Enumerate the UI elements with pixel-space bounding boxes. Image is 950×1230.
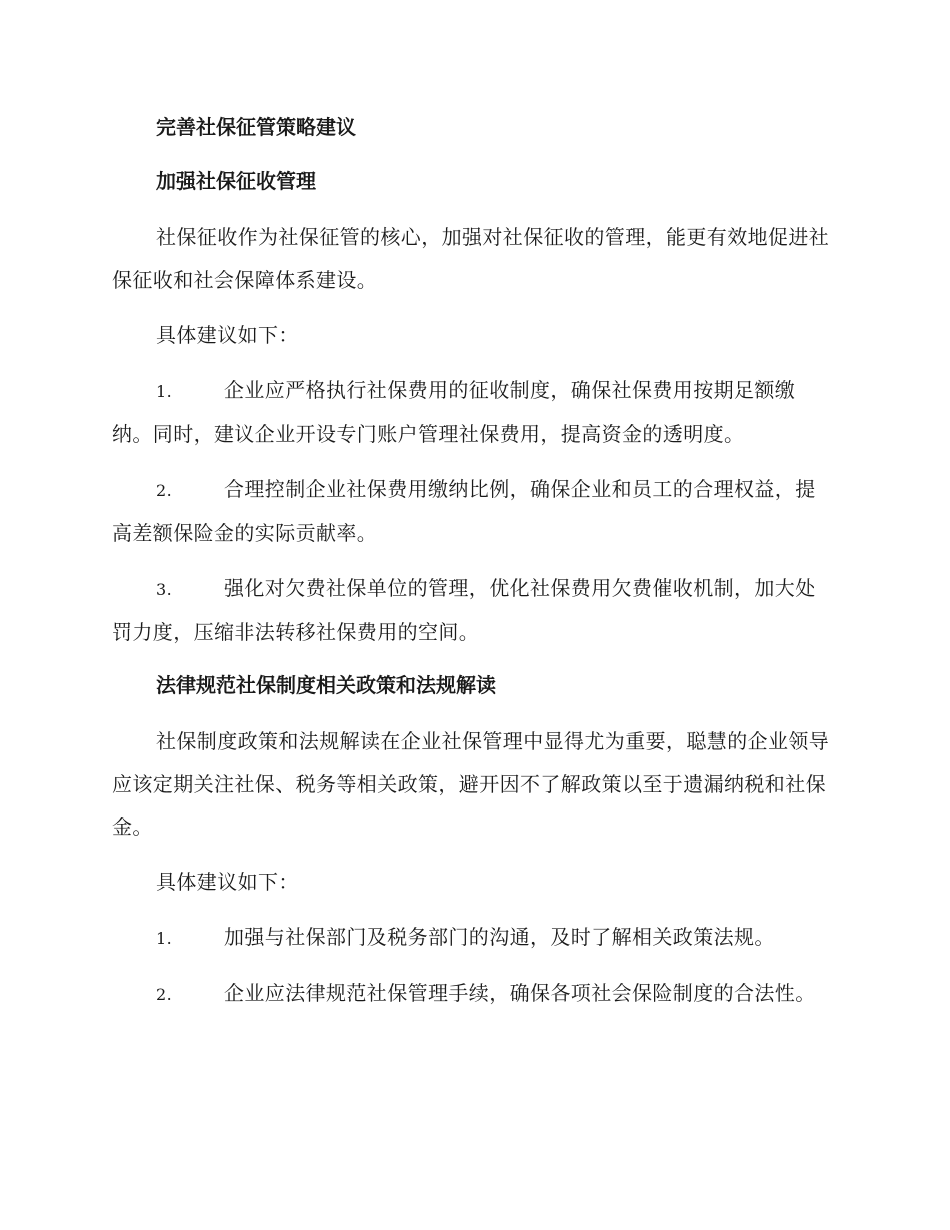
list-item: [112, 468, 834, 555]
list-item-number: 3.: [156, 580, 173, 599]
list-item: [112, 369, 834, 456]
section-intro-regulations: 社保制度政策和法规解读在企业社保管理中显得尤为重要，聪慧的企业领导应该定期关注社保、税务等相关政策，避开因不了解政策以至于遗漏纳税和社保金。: [112, 729, 830, 839]
list-item-number: 2.: [156, 985, 173, 1004]
section-heading-collection: 加强社保征收管理: [156, 169, 316, 193]
document-title: 完善社保征管策略建议: [156, 115, 356, 139]
list-item-number: 2.: [156, 481, 173, 500]
list-item-text: 加强与社保部门及税务部门的沟通，及时了解相关政策法规。: [224, 925, 775, 949]
list-item-text: 合理控制企业社保费用缴纳比例，确保企业和员工的合理权益，提高差额保险金的实际贡献率。: [112, 477, 816, 545]
list-item-text: 企业应严格执行社保费用的征收制度，确保社保费用按期足额缴纳。同时，建议企业开设专门账户管理社保费用，提高资金的透明度。: [112, 378, 796, 446]
section-heading-regulations: 法律规范社保制度相关政策和法规解读: [156, 673, 496, 697]
list-item-number: 1.: [156, 382, 173, 401]
list-item-text: 企业应法律规范社保管理手续，确保各项社会保险制度的合法性。: [224, 981, 816, 1005]
list-item: [112, 916, 834, 960]
list-item-number: 1.: [156, 929, 173, 948]
suggestion-lead: 具体建议如下：: [156, 870, 299, 894]
document-body: [112, 108, 834, 1028]
list-item-text: 强化对欠费社保单位的管理，优化社保费用欠费催收机制，加大处罚力度，压缩非法转移社保费用的空间。: [112, 576, 816, 644]
list-item: [112, 972, 834, 1016]
section-intro-collection: 社保征收作为社保征管的核心，加强对社保征收的管理，能更有效地促进社保征收和社会保障体系建设。: [112, 225, 830, 292]
suggestion-lead: 具体建议如下：: [156, 323, 299, 347]
list-item: [112, 567, 834, 654]
